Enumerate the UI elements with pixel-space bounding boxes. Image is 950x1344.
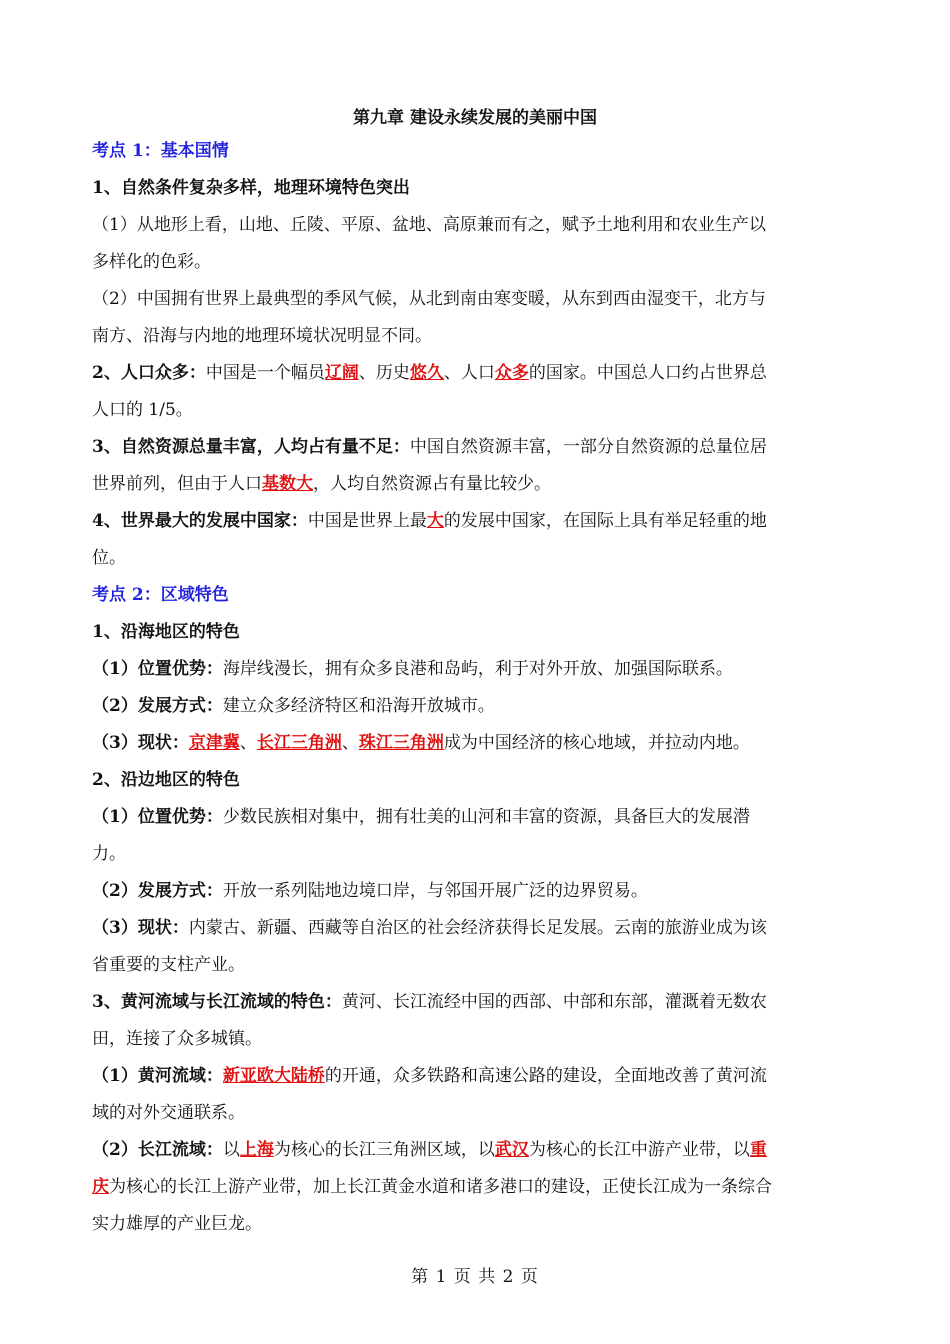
text-segment: 多样化的色彩。 bbox=[92, 252, 211, 272]
text-line bbox=[92, 836, 852, 873]
text-segment: 中国是世界上最 bbox=[307, 511, 427, 531]
text-line bbox=[92, 762, 852, 799]
bold-heading: （1）黄河流域： bbox=[92, 1066, 223, 1086]
text-segment: 内蒙古、新疆、西藏等自治区的社会经济获得长足发展。云南的旅游业成为该 bbox=[188, 918, 767, 938]
text-line bbox=[92, 540, 852, 577]
bold-heading: （1）位置优势： bbox=[92, 659, 223, 679]
key-term: 京津冀 bbox=[188, 733, 240, 753]
key-term: 庆 bbox=[92, 1177, 109, 1197]
page-footer: 第 1 页 共 2 页 bbox=[411, 1267, 539, 1287]
key-term: 重 bbox=[749, 1140, 767, 1160]
text-line bbox=[92, 947, 852, 984]
text-line bbox=[92, 207, 852, 244]
text-line bbox=[92, 910, 852, 947]
text-segment: 的国家。中国总人口约占世界总 bbox=[528, 363, 767, 383]
bold-heading: 2、沿边地区的特色 bbox=[92, 770, 240, 790]
text-line bbox=[92, 873, 852, 910]
bold-heading: 4、世界最大的发展中国家： bbox=[92, 511, 308, 531]
text-line bbox=[92, 651, 852, 688]
text-segment: 成为中国经济的核心地域，并拉动内地。 bbox=[443, 733, 750, 753]
key-term: 众多 bbox=[494, 363, 529, 383]
text-line bbox=[92, 1169, 852, 1206]
text-segment: 黄河、长江流经中国的西部、中部和东部，灌溉着无数农 bbox=[341, 992, 767, 1012]
text-line bbox=[92, 318, 852, 355]
key-term: 上海 bbox=[239, 1140, 274, 1160]
text-line bbox=[92, 688, 852, 725]
text-line bbox=[92, 614, 852, 651]
text-line bbox=[92, 1206, 852, 1243]
text-line bbox=[92, 984, 852, 1021]
bold-heading: （3）现状： bbox=[92, 918, 189, 938]
text-line bbox=[92, 133, 852, 170]
exam-point-heading: 考点 2：区域特色 bbox=[92, 585, 229, 605]
text-segment: 域的对外交通联系。 bbox=[92, 1103, 245, 1123]
chapter-title: 第九章 建设永续发展的美丽中国 bbox=[353, 108, 597, 128]
text-line bbox=[92, 429, 852, 466]
text-segment: 少数民族相对集中，拥有壮美的山河和丰富的资源，具备巨大的发展潜 bbox=[222, 807, 750, 827]
bold-heading: （2）发展方式： bbox=[92, 881, 223, 901]
text-segment: 、历史 bbox=[358, 363, 410, 383]
bold-heading: （2）长江流域： bbox=[92, 1140, 223, 1160]
key-term: 珠江三角洲 bbox=[358, 733, 444, 753]
key-term: 武汉 bbox=[494, 1140, 529, 1160]
text-segment: 中国自然资源丰富，一部分自然资源的总量位居 bbox=[409, 437, 767, 457]
text-segment: 的发展中国家，在国际上具有举足轻重的地 bbox=[443, 511, 767, 531]
bold-heading: （2）发展方式： bbox=[92, 696, 223, 716]
text-segment: 为核心的长江三角洲区域，以 bbox=[273, 1140, 495, 1160]
text-segment: ，人均自然资源占有量比较少。 bbox=[313, 474, 551, 494]
text-line bbox=[92, 392, 852, 429]
exam-point-heading: 考点 1：基本国情 bbox=[92, 141, 229, 161]
text-line bbox=[92, 725, 852, 762]
text-segment: 实力雄厚的产业巨龙。 bbox=[92, 1214, 262, 1234]
text-segment: 为核心的长江中游产业带，以 bbox=[528, 1140, 750, 1160]
text-segment: 的开通，众多铁路和高速公路的建设，全面地改善了黄河流 bbox=[324, 1066, 767, 1086]
text-line bbox=[92, 577, 852, 614]
text-segment: 开放一系列陆地边境口岸，与邻国开展广泛的边界贸易。 bbox=[222, 881, 648, 901]
text-line bbox=[92, 355, 852, 392]
bold-heading: （3）现状： bbox=[92, 733, 189, 753]
bold-heading: 3、自然资源总量丰富，人均占有量不足： bbox=[92, 437, 410, 457]
document-body bbox=[92, 133, 852, 1243]
text-segment: （1）从地形上看，山地、丘陵、平原、盆地、高原兼而有之，赋予土地利用和农业生产以 bbox=[92, 215, 766, 235]
text-line bbox=[92, 503, 852, 540]
text-segment: 田，连接了众多城镇。 bbox=[92, 1029, 262, 1049]
text-segment: 为核心的长江上游产业带，加上长江黄金水道和诸多港口的建设，正使长江成为一条综合 bbox=[109, 1177, 772, 1197]
text-segment: 建立众多经济特区和沿海开放城市。 bbox=[222, 696, 495, 716]
text-segment: 、人口 bbox=[443, 363, 495, 383]
text-line bbox=[92, 244, 852, 281]
text-line bbox=[92, 1021, 852, 1058]
text-line bbox=[92, 281, 852, 318]
text-line bbox=[92, 799, 852, 836]
text-segment: 力。 bbox=[92, 844, 126, 864]
text-line bbox=[92, 170, 852, 207]
text-line bbox=[92, 1058, 852, 1095]
key-term: 基数大 bbox=[262, 474, 313, 494]
text-segment: 省重要的支柱产业。 bbox=[92, 955, 245, 975]
bold-heading: 2、人口众多： bbox=[92, 363, 206, 383]
key-term: 新亚欧大陆桥 bbox=[222, 1066, 325, 1086]
text-segment: 位。 bbox=[92, 548, 126, 568]
text-segment: 以 bbox=[222, 1140, 240, 1160]
text-segment: 中国是一个幅员 bbox=[205, 363, 325, 383]
text-segment: 南方、沿海与内地的地理环境状况明显不同。 bbox=[92, 326, 432, 346]
text-segment: 海岸线漫长，拥有众多良港和岛屿，利于对外开放、加强国际联系。 bbox=[222, 659, 733, 679]
key-term: 长江三角洲 bbox=[256, 733, 342, 753]
text-segment: 、 bbox=[239, 733, 257, 753]
text-segment: 、 bbox=[341, 733, 359, 753]
text-line bbox=[92, 466, 852, 503]
bold-heading: 1、沿海地区的特色 bbox=[92, 622, 240, 642]
text-segment: 人口的 1/5。 bbox=[92, 400, 193, 420]
text-line bbox=[92, 1095, 852, 1132]
bold-heading: 3、黄河流域与长江流域的特色： bbox=[92, 992, 342, 1012]
text-segment: （2）中国拥有世界上最典型的季风气候，从北到南由寒变暖，从东到西由湿变干，北方与 bbox=[92, 289, 766, 309]
bold-heading: （1）位置优势： bbox=[92, 807, 223, 827]
text-line bbox=[92, 1132, 852, 1169]
key-term: 悠久 bbox=[409, 363, 444, 383]
key-term: 大 bbox=[426, 511, 444, 531]
key-term: 辽阔 bbox=[324, 363, 359, 383]
bold-heading: 1、自然条件复杂多样，地理环境特色突出 bbox=[92, 178, 410, 198]
text-segment: 世界前列，但由于人口 bbox=[92, 474, 262, 494]
